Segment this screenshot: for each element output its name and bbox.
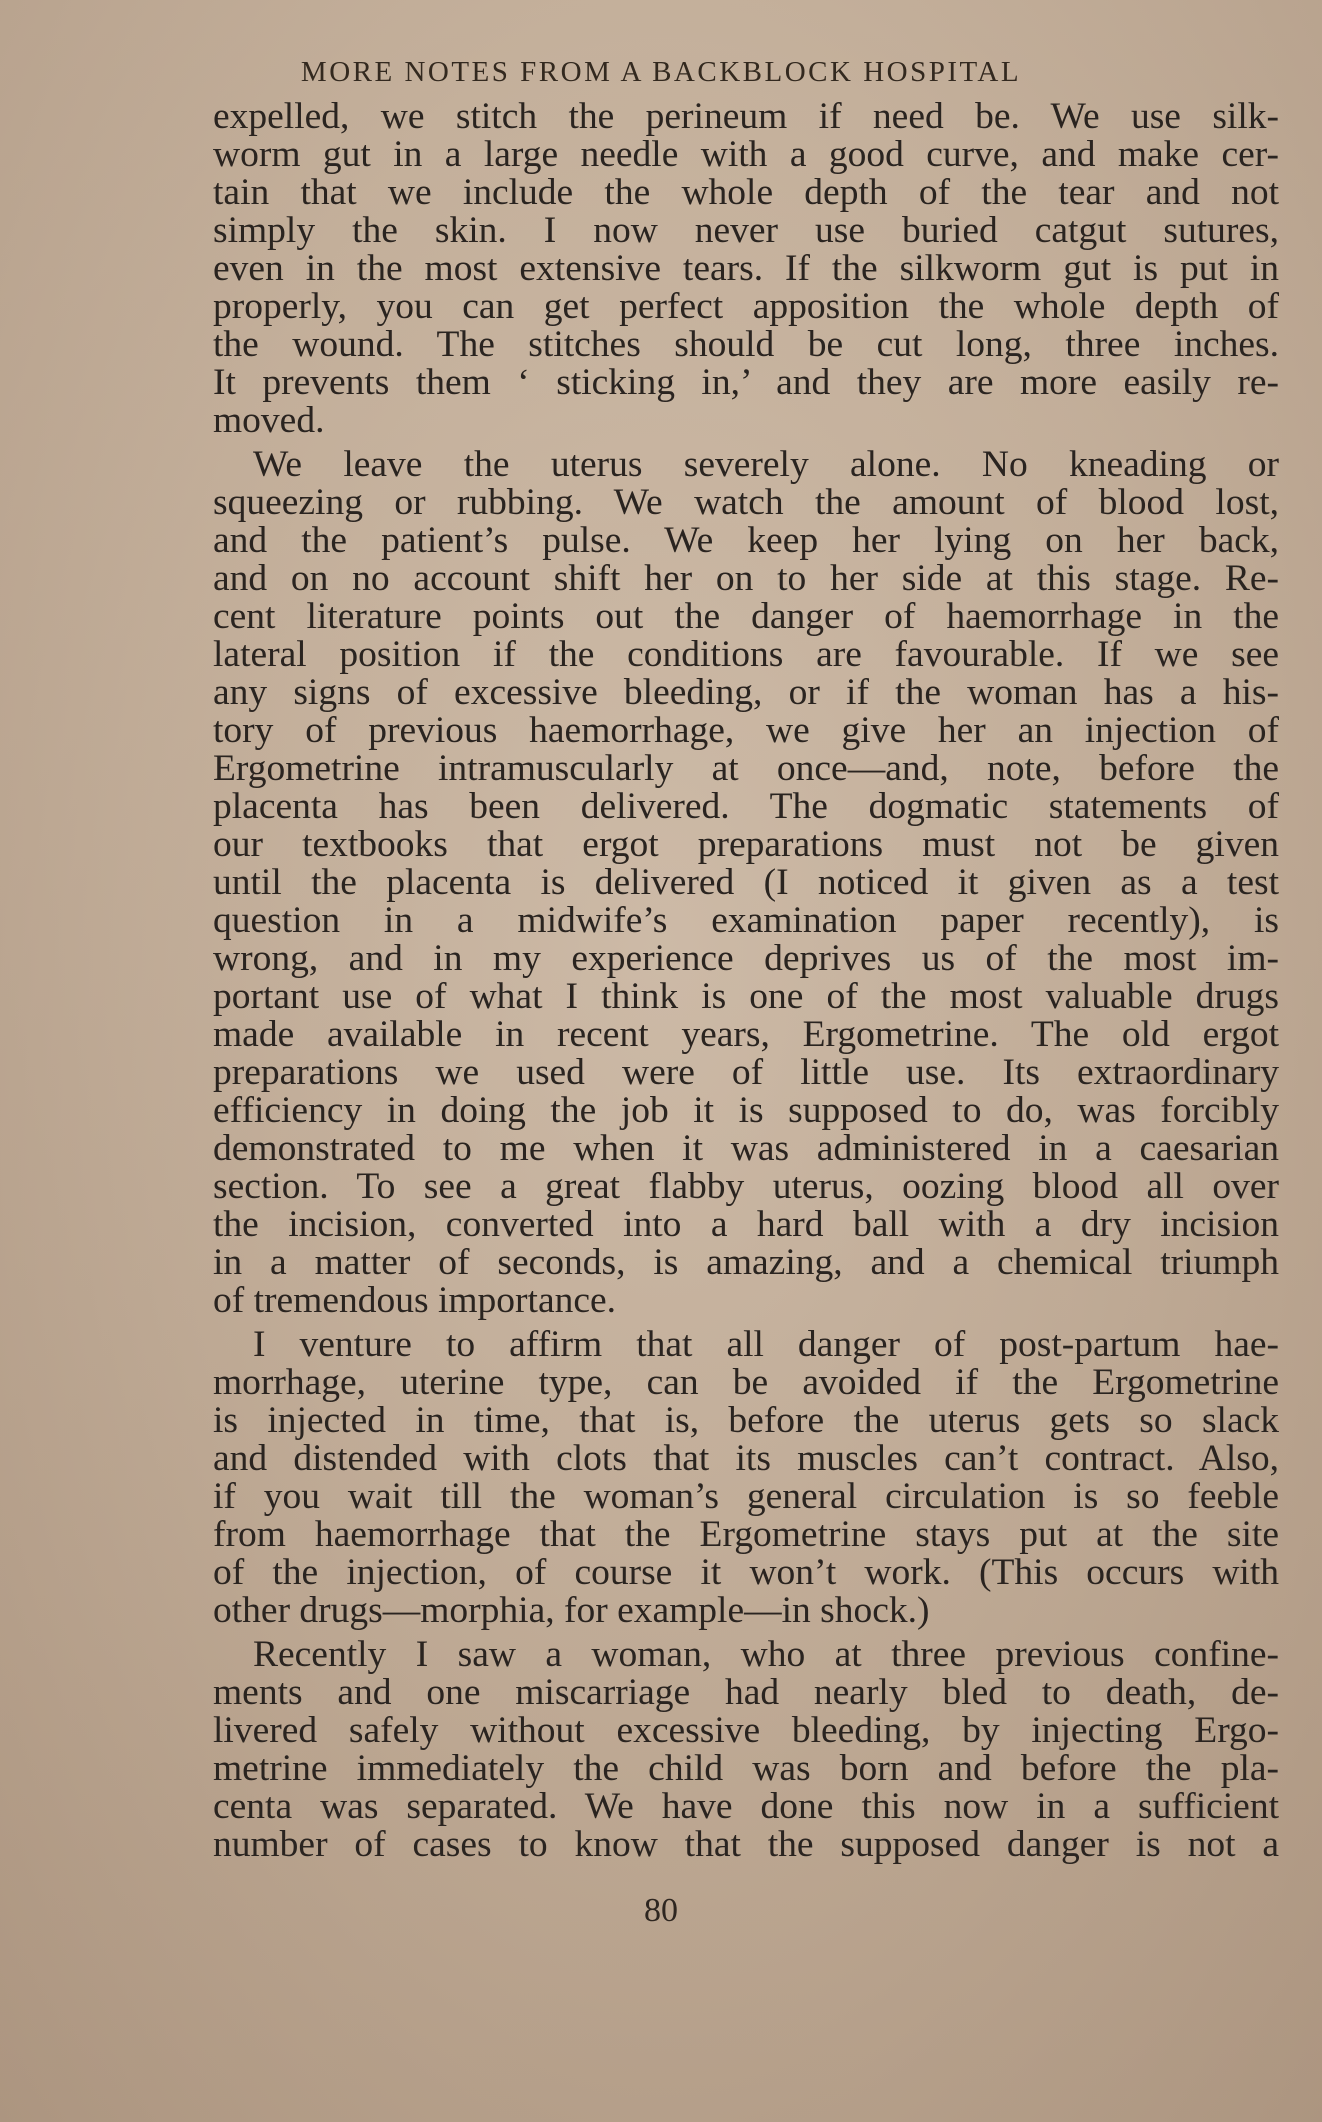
text-line: other drugs—morphia, for example—in shock.) bbox=[213, 1592, 930, 1630]
text-line: and on no account shift her on to her side at this stage. Re- bbox=[213, 560, 1279, 598]
text-line: question in a midwife’s examination paper recently), is bbox=[213, 902, 1279, 940]
text-line: section. To see a great flabby uterus, oozing blood all over bbox=[213, 1168, 1279, 1206]
text-line: It prevents them ‘ sticking in,’ and they are more easily re- bbox=[213, 364, 1279, 402]
text-line: placenta has been delivered. The dogmatic statements of bbox=[213, 788, 1279, 826]
text-line: number of cases to know that the supposed danger is not a bbox=[213, 1826, 1279, 1864]
text-line: livered safely without excessive bleeding, by injecting Ergo- bbox=[213, 1712, 1279, 1750]
paragraph bbox=[213, 446, 1279, 1320]
text-line: made available in recent years, Ergometrine. The old ergot bbox=[213, 1016, 1279, 1054]
text-line: our textbooks that ergot preparations must not be given bbox=[213, 826, 1279, 864]
text-line: is injected in time, that is, before the uterus gets so slack bbox=[213, 1402, 1279, 1440]
text-line: and distended with clots that its muscles can’t contract. Also, bbox=[213, 1440, 1279, 1478]
text-line: the incision, converted into a hard ball with a dry incision bbox=[213, 1206, 1279, 1244]
text-line: metrine immediately the child was born and before the pla- bbox=[213, 1750, 1279, 1788]
text-line: We leave the uterus severely alone. No kneading or bbox=[253, 446, 1279, 484]
text-line: centa was separated. We have done this now in a sufficient bbox=[213, 1788, 1279, 1826]
paragraph bbox=[213, 98, 1279, 440]
text-line: lateral position if the conditions are favourable. If we see bbox=[213, 636, 1279, 674]
text-line: tory of previous haemorrhage, we give her an injection of bbox=[213, 712, 1279, 750]
text-line: worm gut in a large needle with a good curve, and make cer- bbox=[213, 136, 1279, 174]
body-text bbox=[213, 98, 1279, 1864]
text-line: squeezing or rubbing. We watch the amount of blood lost, bbox=[213, 484, 1279, 522]
text-line: from haemorrhage that the Ergometrine stays put at the site bbox=[213, 1516, 1279, 1554]
text-line: Recently I saw a woman, who at three previous confine- bbox=[253, 1636, 1279, 1674]
text-line: tain that we include the whole depth of the tear and not bbox=[213, 174, 1279, 212]
text-line: and the patient’s pulse. We keep her lying on her back, bbox=[213, 522, 1279, 560]
page-number: 80 bbox=[644, 1892, 678, 1929]
text-line: wrong, and in my experience deprives us of the most im- bbox=[213, 940, 1279, 978]
text-line: the wound. The stitches should be cut long, three inches. bbox=[213, 326, 1279, 364]
text-line: of tremendous importance. bbox=[213, 1282, 616, 1320]
text-line: moved. bbox=[213, 402, 325, 440]
text-line: even in the most extensive tears. If the silkworm gut is put in bbox=[213, 250, 1279, 288]
text-line: preparations we used were of little use. Its extraordinary bbox=[213, 1054, 1279, 1092]
text-line: in a matter of seconds, is amazing, and a chemical triumph bbox=[213, 1244, 1279, 1282]
text-line: cent literature points out the danger of haemorrhage in the bbox=[213, 598, 1279, 636]
text-line: ments and one miscarriage had nearly bled to death, de- bbox=[213, 1674, 1279, 1712]
text-line: demonstrated to me when it was administered in a caesarian bbox=[213, 1130, 1279, 1168]
paragraph bbox=[213, 1636, 1279, 1864]
text-line: morrhage, uterine type, can be avoided if the Ergometrine bbox=[213, 1364, 1279, 1402]
text-line: if you wait till the woman’s general circulation is so feeble bbox=[213, 1478, 1279, 1516]
paragraph bbox=[213, 1326, 1279, 1630]
text-line: until the placenta is delivered (I noticed it given as a test bbox=[213, 864, 1279, 902]
running-head: MORE NOTES FROM A BACKBLOCK HOSPITAL bbox=[300, 56, 1022, 88]
text-line: Ergometrine intramuscularly at once—and, note, before the bbox=[213, 750, 1279, 788]
text-line: properly, you can get perfect apposition the whole depth of bbox=[213, 288, 1279, 326]
text-line: simply the skin. I now never use buried catgut sutures, bbox=[213, 212, 1279, 250]
text-line: efficiency in doing the job it is supposed to do, was forcibly bbox=[213, 1092, 1279, 1130]
text-line: I venture to affirm that all danger of post-partum hae- bbox=[253, 1326, 1279, 1364]
text-line: expelled, we stitch the perineum if need be. We use silk- bbox=[213, 98, 1279, 136]
text-line: portant use of what I think is one of the most valuable drugs bbox=[213, 978, 1279, 1016]
text-line: any signs of excessive bleeding, or if the woman has a his- bbox=[213, 674, 1279, 712]
text-line: of the injection, of course it won’t work. (This occurs with bbox=[213, 1554, 1279, 1592]
